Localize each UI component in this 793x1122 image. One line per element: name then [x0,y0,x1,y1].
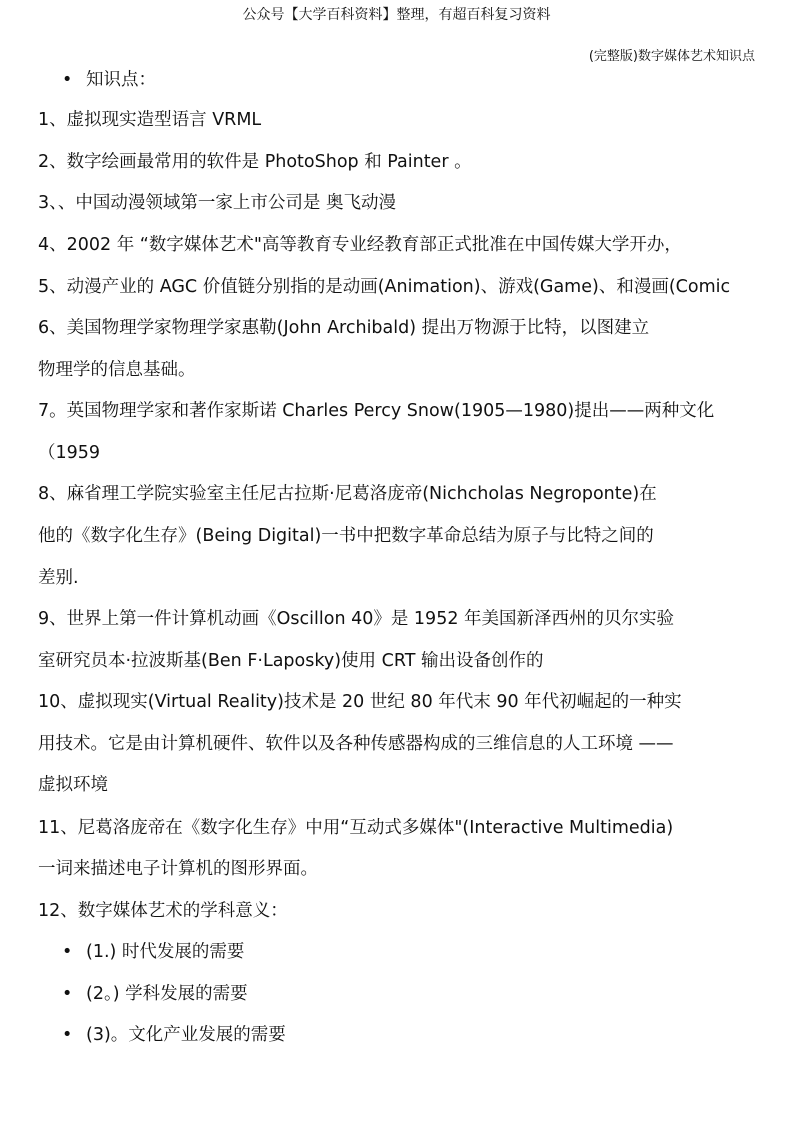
text-line: 用技术。它是由计算机硬件、软件以及各种传感器构成的三维信息的人工环境 —— [38,734,674,754]
text-line: 物理学的信息基础。 [38,360,196,380]
page-banner: 公众号【大学百科资料】整理，有超百科复习资料 [242,7,551,23]
text-line: 3、、中国动漫领域第一家上市公司是 奥飞动漫 [38,193,396,213]
text-line: 10、虚拟现实(Virtual Reality)技术是 20 世纪 80 年代末 90 年代初崛起的一种实 [38,692,682,712]
text-line: 7。英国物理学家和著作家斯诺 Charles Percy Snow(1905—1980)提出——两种文化 [38,401,715,421]
bullet-text: (3)。文化产业发展的需要 [86,1025,286,1045]
text-line: 6、美国物理学家物理学家惠勒(John Archibald) 提出万物源于比特，以图建立 [38,318,650,338]
text-line: 11、尼葛洛庞帝在《数字化生存》中用“互动式多媒体"(Interactive Multimedia) [38,818,674,838]
text-line: 虚拟环境 [38,775,108,795]
bullet-item [62,941,244,963]
text-line: 9、世界上第一件计算机动画《Oscillon 40》是 1952 年美国新泽西州的贝尔实验 [38,609,675,629]
bullet-text: 知识点： [86,70,156,90]
text-line: 8、麻省理工学院实验室主任尼古拉斯·尼葛洛庞帝(Nichcholas Negroponte)在 [38,484,657,504]
document-title: (完整版)数字媒体艺术知识点 [588,49,755,64]
text-line: 4、2002 年 “数字媒体艺术"高等教育专业经教育部正式批准在中国传媒大学开办， [38,235,682,255]
text-line: 差别. [38,568,79,588]
bullet-item [62,1024,286,1046]
bullet-item [62,69,156,91]
text-line: 2、数字绘画最常用的软件是 PhotoShop 和 Painter 。 [38,152,472,172]
text-line: （1959 [38,443,101,463]
text-line: 12、数字媒体艺术的学科意义： [38,901,288,921]
text-line: 1、虚拟现实造型语言 VRML [38,110,262,130]
bullet-text: (1.) 时代发展的需要 [86,942,245,962]
bullet-text: (2。) 学科发展的需要 [86,984,248,1004]
text-line: 室研究员本·拉波斯基(Ben F·Laposky)使用 CRT 输出设备创作的 [38,651,544,671]
text-line: 他的《数字化生存》(Being Digital)一书中把数字革命总结为原子与比特之间的 [38,526,654,546]
bullet-item [62,983,248,1005]
text-line: 一词来描述电子计算机的图形界面。 [38,859,318,879]
text-line: 5、动漫产业的 AGC 价值链分别指的是动画(Animation)、游戏(Game)、和漫画(Comic [38,277,731,297]
